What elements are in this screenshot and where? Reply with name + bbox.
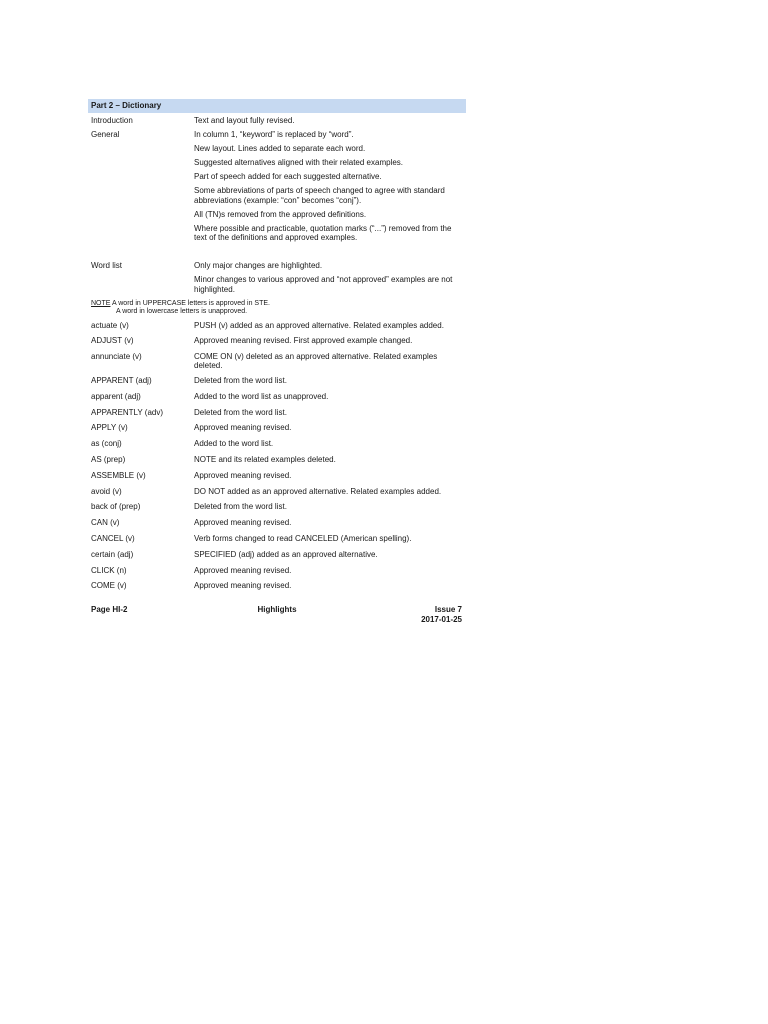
table-row (88, 320, 466, 336)
note (91, 300, 466, 316)
word-cell: CLICK (n) (91, 565, 127, 575)
table-row (88, 533, 466, 549)
table-row (88, 565, 466, 581)
issue-info (421, 605, 462, 624)
section-title: Part 2 – Dictionary (88, 99, 466, 113)
issue-number: Issue 7 (434, 605, 462, 614)
change-cell: Approved meaning revised. (194, 581, 292, 591)
table-row (88, 486, 466, 502)
issue-date: 2017-01-25 (421, 614, 462, 624)
change-cell: PUSH (v) added as an approved alternative. Related examples added. (194, 320, 444, 330)
word-cell: ADJUST (v) (91, 336, 134, 346)
table-row (88, 375, 466, 391)
word-list-table (88, 320, 466, 597)
table-row (88, 501, 466, 517)
word-cell: annunciate (v) (91, 352, 142, 362)
change-cell: Approved meaning revised. (194, 470, 292, 480)
row-label: Word list (91, 261, 122, 270)
word-cell: certain (adj) (91, 549, 134, 559)
table-row (88, 454, 466, 470)
word-cell: CAN (v) (91, 518, 120, 528)
table-row (88, 580, 466, 596)
table-row (88, 351, 466, 375)
word-cell: APPARENTLY (adv) (91, 407, 164, 417)
intro-rows (88, 116, 466, 299)
table-row (88, 549, 466, 565)
note-text-1: A word in UPPERCASE letters is approved in STE. (110, 299, 270, 307)
change-cell: Approved meaning revised. First approved example changed. (194, 336, 413, 346)
word-cell: APPARENT (adj) (91, 376, 152, 386)
table-row (88, 422, 466, 438)
row-item: Where possible and practicable, quotation marks (“...”) removed from the text of the definitions and approved examples. (194, 223, 452, 242)
word-cell: ASSEMBLE (v) (91, 470, 146, 480)
table-row (88, 391, 466, 407)
row-item: Suggested alternatives aligned with their related examples. (194, 158, 404, 167)
intro-row-word-list (88, 261, 466, 299)
row-label: General (91, 130, 120, 139)
document-page (88, 99, 466, 596)
row-content (194, 261, 466, 299)
row-item: All (TN)s removed from the approved definitions. (194, 209, 367, 219)
page-footer (88, 605, 466, 629)
change-cell: NOTE and its related examples deleted. (194, 455, 336, 465)
word-cell: actuate (v) (91, 320, 129, 330)
row-item: Text and layout fully revised. (194, 116, 295, 125)
spacer (88, 247, 466, 261)
change-cell: DO NOT added as an approved alternative. Related examples added. (194, 486, 442, 496)
row-item: New layout. Lines added to separate each word. (194, 144, 366, 153)
change-cell: Deleted from the word list. (194, 376, 287, 386)
page-number: Page HI-2 (91, 605, 128, 614)
word-cell: apparent (adj) (91, 391, 141, 401)
word-cell: back of (prep) (91, 502, 141, 512)
change-cell: SPECIFIED (adj) added as an approved alternative. (194, 549, 378, 559)
intro-row-general (88, 130, 466, 247)
footer-title: Highlights (257, 605, 297, 614)
word-cell: APPLY (v) (91, 423, 128, 433)
row-label: Introduction (91, 116, 133, 125)
word-cell: CANCEL (v) (91, 534, 135, 544)
note-line-2: A word in lowercase letters is unapproved. (116, 307, 248, 315)
table-row (88, 335, 466, 351)
change-cell: Deleted from the word list. (194, 502, 287, 512)
table-row (88, 407, 466, 423)
row-item: Some abbreviations of parts of speech changed to agree with standard abbreviations (example: “con” becomes “conj”). (194, 186, 445, 205)
word-cell: COME (v) (91, 581, 127, 591)
table-row (88, 438, 466, 454)
table-row (88, 470, 466, 486)
row-item: Only major changes are highlighted. (194, 261, 323, 270)
change-cell: Approved meaning revised. (194, 565, 292, 575)
change-cell: Added to the word list. (194, 439, 274, 449)
change-cell: COME ON (v) deleted as an approved alternative. Related examples deleted. (194, 352, 438, 371)
row-content (194, 130, 466, 247)
intro-row-introduction (88, 116, 466, 130)
change-cell: Approved meaning revised. (194, 423, 292, 433)
row-item: In column 1, “keyword” is replaced by “word”. (194, 130, 354, 139)
word-cell: as (conj) (91, 439, 122, 449)
word-cell: avoid (v) (91, 486, 122, 496)
change-cell: Deleted from the word list. (194, 407, 287, 417)
note-label: NOTE (91, 299, 111, 307)
word-cell: AS (prep) (91, 455, 126, 465)
table-row (88, 517, 466, 533)
row-item: Part of speech added for each suggested alternative. (194, 172, 382, 181)
change-cell: Approved meaning revised. (194, 518, 292, 528)
change-cell: Verb forms changed to read CANCELED (American spelling). (194, 534, 412, 544)
row-item: Minor changes to various approved and “not approved” examples are not highlighted. (194, 275, 453, 294)
row-content (194, 116, 466, 130)
change-cell: Added to the word list as unapproved. (194, 391, 329, 401)
note-line-1 (91, 300, 466, 308)
